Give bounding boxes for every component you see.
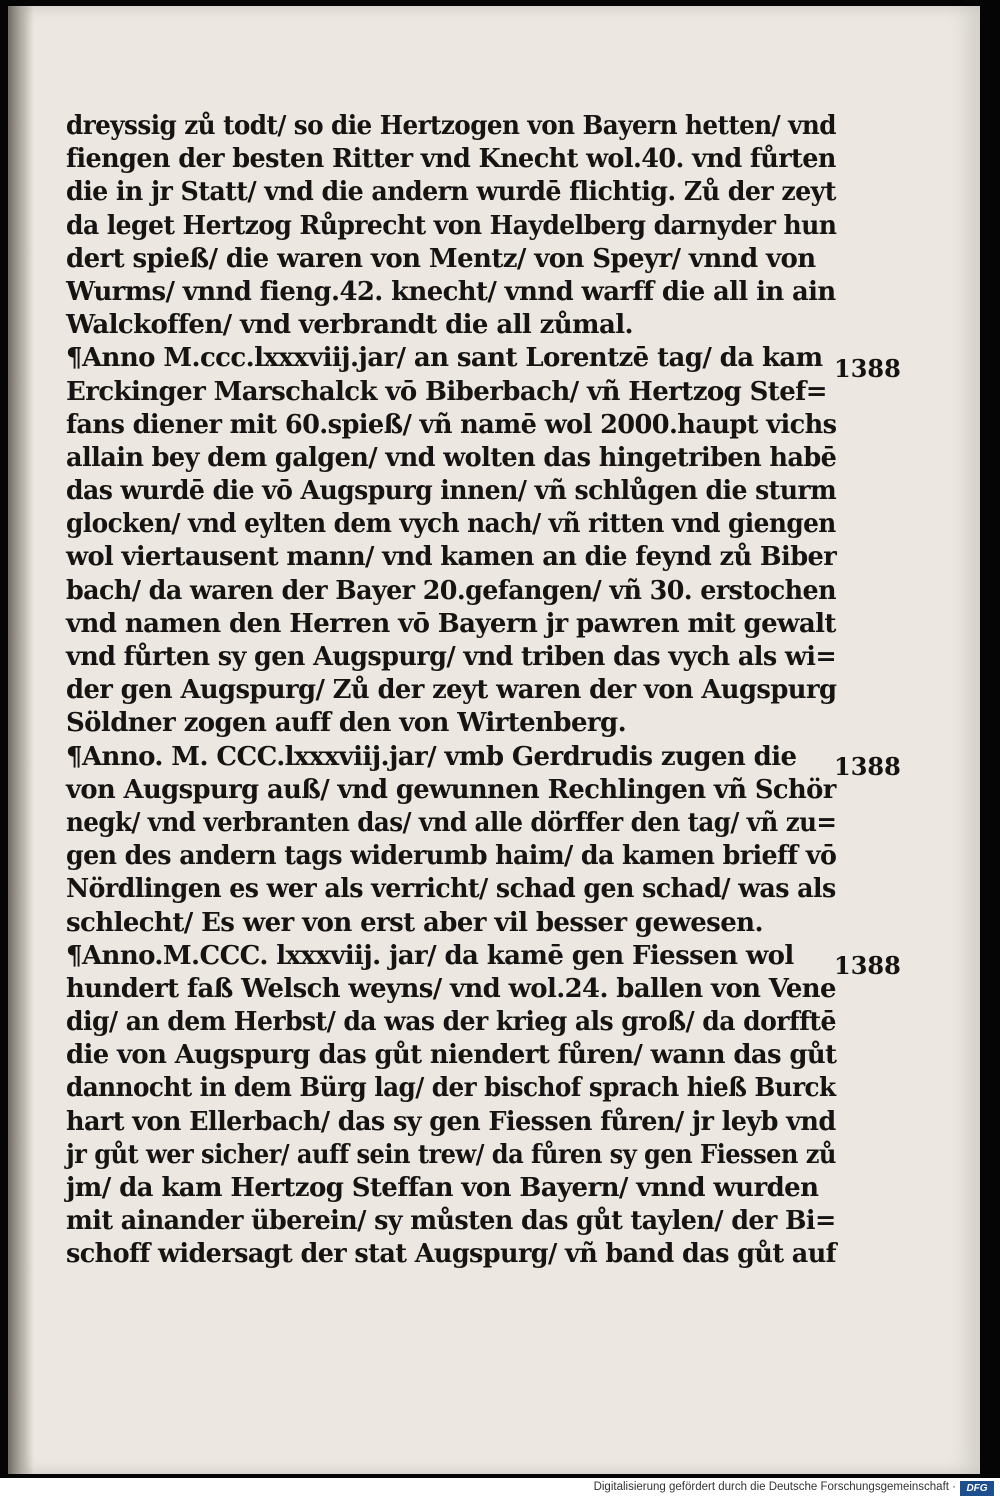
text-line: dannocht in dem Bürg lag/ der bischof sprach hieß Burck bbox=[66, 1073, 836, 1104]
text-line: Nördlingen es wer als verricht/ schad gen schad/ was als bbox=[66, 874, 836, 905]
page-gutter-shadow bbox=[8, 6, 34, 1474]
text-block bbox=[66, 110, 836, 1272]
text-line: mit ainander überein/ sy můsten das gůt taylen/ der Bi= bbox=[66, 1206, 836, 1237]
text-line: wol viertausent mann/ vnd kamen an die feynd zů Biber bbox=[66, 542, 837, 573]
text-line: Söldner zogen auff den von Wirtenberg. bbox=[66, 708, 627, 739]
text-line: vnd namen den Herren vō Bayern jr pawren mit gewalt bbox=[66, 608, 836, 639]
text-line: negk/ vnd verbranten das/ vnd alle dörffer den tag/ vñ zu= bbox=[66, 807, 837, 838]
book-page bbox=[8, 6, 980, 1474]
text-line: Erckinger Marschalck vō Biberbach/ vñ Hertzog Stef= bbox=[66, 376, 827, 407]
text-line: ¶Anno.M.CCC. lxxxviij. jar/ da kamē gen Fiessen wol bbox=[66, 940, 794, 971]
text-line: jm/ da kam Hertzog Steffan von Bayern/ vnnd wurden bbox=[66, 1173, 819, 1203]
text-line: ¶Anno. M. CCC.lxxxviij.jar/ vmb Gerdrudis zugen die bbox=[66, 741, 797, 772]
text-line: allain bey dem galgen/ vnd wolten das hingetriben habē bbox=[66, 442, 837, 473]
text-line: fans diener mit 60.spieß/ vñ namē wol 2000.haupt vichs bbox=[66, 409, 837, 440]
funding-notice: Digitalisierung gefördert durch die Deutsche Forschungsgemeinschaft · bbox=[593, 1481, 956, 1493]
text-line: bach/ da waren der Bayer 20.gefangen/ vñ 30. erstochen bbox=[66, 575, 836, 606]
text-line: dert spieß/ die waren von Mentz/ von Speyr/ vnnd von bbox=[66, 243, 816, 274]
dfg-logo: DFG bbox=[960, 1481, 994, 1496]
text-line: schlecht/ Es wer von erst aber vil besser gewesen. bbox=[66, 907, 763, 938]
text-line: jr gůt wer sicher/ auff sein trew/ da fůren sy gen Fiessen zů bbox=[66, 1139, 836, 1170]
footer-bar bbox=[0, 1478, 1000, 1500]
text-line: die von Augspurg das gůt niendert fůren/ wann das gůt bbox=[66, 1040, 837, 1071]
text-line: glocken/ vnd eylten dem vych nach/ vñ ritten vnd giengen bbox=[66, 509, 836, 540]
text-line: der gen Augspurg/ Zů der zeyt waren der von Augspurg bbox=[66, 675, 837, 706]
text-line: gen des andern tags widerumb haim/ da kamen brieff vō bbox=[66, 841, 837, 872]
margin-year: 1388 bbox=[834, 354, 901, 383]
text-line: dreyssig zů todt/ so die Hertzogen von Bayern hetten/ vnd bbox=[66, 111, 836, 141]
margin-year: 1388 bbox=[834, 951, 901, 980]
text-line: vnd fůrten sy gen Augspurg/ vnd triben das vych als wi= bbox=[66, 642, 837, 672]
text-line: die in jr Statt/ vnd die andern wurdē flichtig. Zů der zeyt bbox=[66, 177, 836, 208]
margin-year: 1388 bbox=[834, 752, 901, 781]
text-line: Walckoffen/ vnd verbrandt die all zůmal. bbox=[66, 310, 633, 341]
text-line: schoff widersagt der stat Augspurg/ vñ band das gůt auf bbox=[66, 1239, 836, 1270]
text-line: das wurdē die vō Augspurg innen/ vñ schlůgen die sturm bbox=[66, 476, 837, 507]
text-line: Wurms/ vnnd fieng.42. knecht/ vnnd warff die all in ain bbox=[66, 276, 836, 307]
text-line: fiengen der besten Ritter vnd Knecht wol.40. vnd fůrten bbox=[66, 144, 836, 175]
text-line: ¶Anno M.ccc.lxxxviij.jar/ an sant Lorentzē tag/ da kam bbox=[66, 343, 823, 374]
text-line: dig/ an dem Herbst/ da was der krieg als groß/ da dorfftē bbox=[66, 1007, 836, 1038]
text-line: von Augspurg auß/ vnd gewunnen Rechlingen vñ Schör bbox=[66, 774, 836, 805]
text-line: da leget Hertzog Růprecht von Haydelberg darnyder hun bbox=[66, 210, 837, 241]
text-line: hart von Ellerbach/ das sy gen Fiessen fůren/ jr leyb vnd bbox=[66, 1106, 836, 1137]
text-line: hundert faß Welsch weyns/ vnd wol.24. ballen von Vene bbox=[66, 973, 836, 1004]
